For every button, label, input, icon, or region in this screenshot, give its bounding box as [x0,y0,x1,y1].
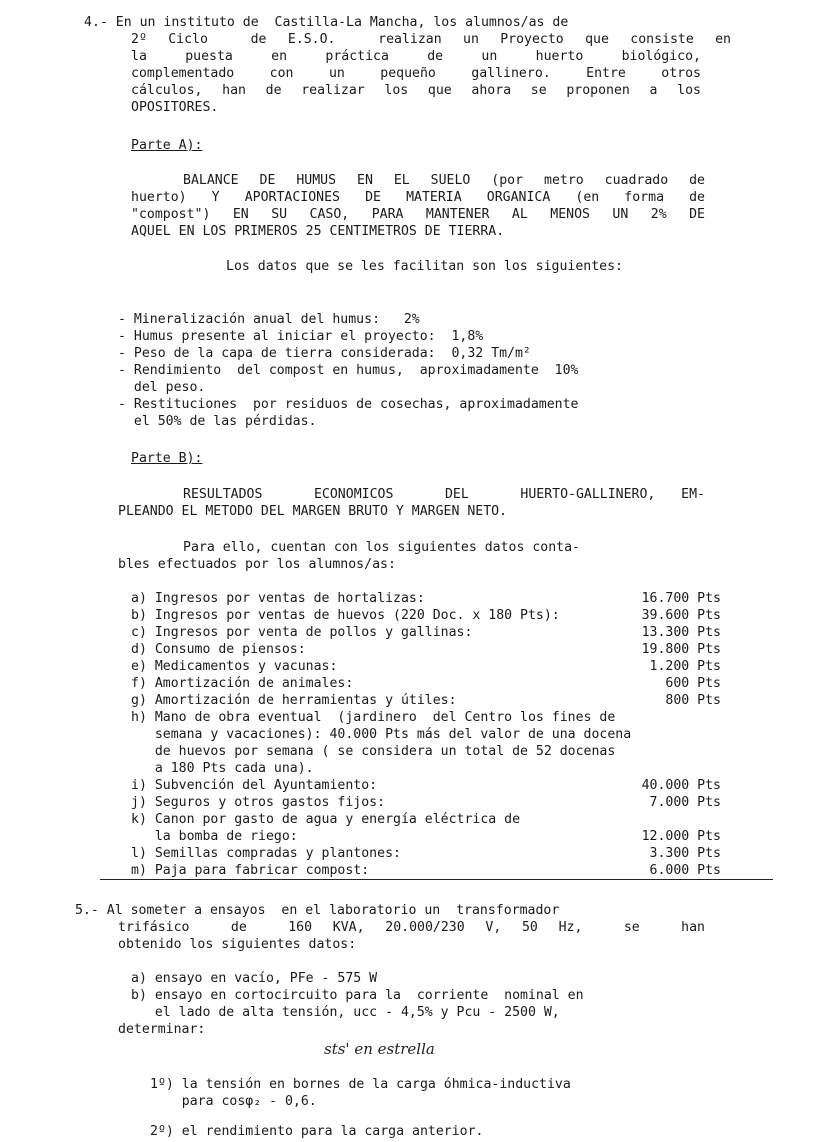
ledger-row [131,675,721,692]
q5-data-line: determinar: [118,1022,206,1037]
q5-intro-line: obtenido los siguientes datos: [118,937,357,952]
part-b-intro-line: Para ello, cuentan con los siguientes datos conta- [183,540,580,555]
q4-intro-line: complementado con un pequeño gallinero. Entre otros [131,66,701,81]
ledger-amount: 19.800 Pts [641,642,721,657]
ledger-row [131,658,721,675]
ledger-amount: 600 Pts [665,676,721,691]
ledger-label: i) Subvención del Ayuntamiento: [131,778,378,793]
part-a-title-line: BALANCE DE HUMUS EN EL SUELO (por metro cuadrado de [183,173,705,188]
q5-intro-line: 5.- Al someter a ensayos en el laboratorio un transformador [75,903,560,918]
part-a-title-line: "compost") EN SU CASO, PARA MANTENER AL MENOS UN 2% DE [131,207,705,222]
part-a-heading: Parte A): [131,138,203,153]
ledger-label: m) Paja para fabricar compost: [131,863,370,878]
ledger-row [131,641,721,658]
part-b-title-line: RESULTADOS ECONOMICOS DEL HUERTO-GALLINERO, EM- [183,487,705,502]
q5-data-line: b) ensayo en cortocircuito para la corriente nominal en [131,988,584,1003]
part-a-item: - Mineralización anual del humus: 2% [118,312,420,327]
section-divider [100,879,773,880]
part-a-intro: Los datos que se les facilitan son los siguientes: [226,259,623,274]
ledger-amount: 7.000 Pts [649,795,721,810]
ledger-label: la bomba de riego: [131,829,298,844]
ledger-amount: 1.200 Pts [649,659,721,674]
part-b-intro-line: bles efectuados por los alumnos/as: [118,557,396,572]
ledger-item-h-line: h) Mano de obra eventual (jardinero del Centro los fines de [131,710,616,725]
ledger-row [131,828,721,845]
ledger-amount: 13.300 Pts [641,625,721,640]
ledger-amount: 39.600 Pts [641,608,721,623]
ledger-amount: 16.700 Pts [641,591,721,606]
ledger-label: l) Semillas compradas y plantones: [131,846,401,861]
ledger-label: b) Ingresos por ventas de huevos (220 Doc. x 180 Pts): [131,608,560,623]
handwritten-note: sts' en estrella [324,1040,435,1058]
ledger-label: g) Amortización de herramientas y útiles: [131,693,457,708]
q4-intro-line: 2º Ciclo de E.S.O. realizan un Proyecto que consiste en [131,32,731,47]
ledger-row [131,794,721,811]
ledger-amount: 800 Pts [665,693,721,708]
part-b-title-line: PLEANDO EL METODO DEL MARGEN BRUTO Y MARGEN NETO. [118,504,508,519]
q5-question-line: 1º) la tensión en bornes de la carga óhmica-inductiva [150,1077,571,1092]
ledger-amount: 12.000 Pts [641,829,721,844]
ledger-label: d) Consumo de piensos: [131,642,306,657]
ledger-row [131,777,721,794]
ledger-label: c) Ingresos por venta de pollos y gallinas: [131,625,473,640]
ledger-amount: 40.000 Pts [641,778,721,793]
part-a-item: - Humus presente al iniciar el proyecto: 1,8% [118,329,484,344]
q5-question-line: para cosφ₂ - 0,6. [150,1094,317,1109]
q5-data-line: a) ensayo en vacío, PFe - 575 W [131,971,378,986]
ledger-item-h-line: de huevos por semana ( se considera un total de 52 docenas [131,744,616,759]
q5-intro-line: trifásico de 160 KVA, 20.000/230 V, 50 Hz, se han [118,920,705,935]
ledger-row [131,607,721,624]
q4-intro-line: cálculos, han de realizar los que ahora se proponen a los [131,83,701,98]
part-b-heading: Parte B): [131,451,203,466]
part-a-title-line: AQUEL EN LOS PRIMEROS 25 CENTIMETROS DE TIERRA. [131,224,505,239]
part-a-item: del peso. [118,380,206,395]
ledger-row [131,862,721,879]
ledger-label: a) Ingresos por ventas de hortalizas: [131,591,425,606]
ledger-row [131,845,721,862]
ledger-row [131,624,721,641]
q5-question-line: 2º) el rendimiento para la carga anterior. [150,1124,484,1139]
q4-intro-line: OPOSITORES. [131,100,219,115]
ledger-label: j) Seguros y otros gastos fijos: [131,795,386,810]
ledger-amount: 3.300 Pts [649,846,721,861]
part-a-title-line: huerto) Y APORTACIONES DE MATERIA ORGANICA (en forma de [131,190,705,205]
q4-intro-line: 4.- En un instituto de Castilla-La Mancha, los alumnos/as de [84,15,569,30]
ledger-row [131,590,721,607]
part-a-item: - Peso de la capa de tierra considerada: 0,32 Tm/m² [118,346,531,361]
ledger-item-h-line: a 180 Pts cada una). [131,761,314,776]
part-a-item: - Rendimiento del compost en humus, aproximadamente 10% [118,363,579,378]
ledger-amount: 6.000 Pts [649,863,721,878]
ledger-label: f) Amortización de animales: [131,676,354,691]
ledger-item-h-line: semana y vacaciones): 40.000 Pts más del valor de una docena [131,727,632,742]
q4-intro-line: la puesta en práctica de un huerto biológico, [131,49,701,64]
q5-data-line: el lado de alta tensión, ucc - 4,5% y Pcu - 2500 W, [131,1005,560,1020]
ledger-label: e) Medicamentos y vacunas: [131,659,338,674]
ledger-row [131,692,721,709]
ledger-item-k-line: k) Canon por gasto de agua y energía eléctrica de [131,812,521,827]
part-a-item: el 50% de las pérdidas. [118,414,317,429]
part-a-item: - Restituciones por residuos de cosechas, aproximadamente [118,397,579,412]
